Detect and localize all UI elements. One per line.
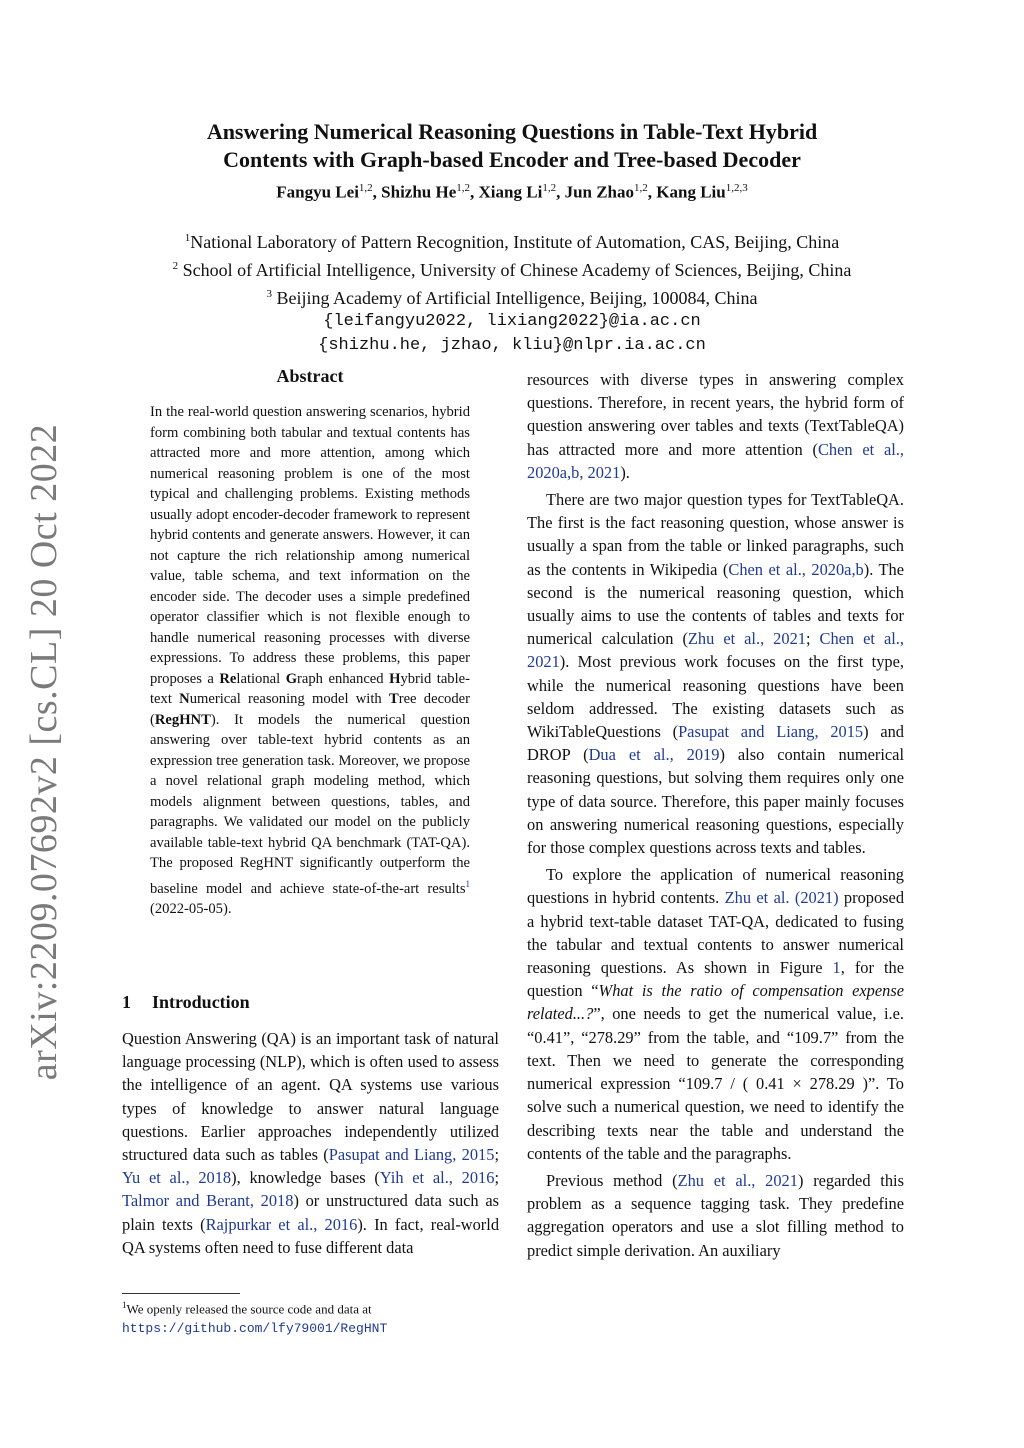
intro-paragraph [122, 1027, 499, 1259]
paragraph [527, 368, 904, 484]
citation-link[interactable]: Chen et al., 2020a,b [728, 559, 864, 579]
affiliation-text: School of Artificial Intelligence, University of Chinese Academy of Sciences, Beijing, China [182, 260, 852, 280]
citation-link[interactable]: Chen et al., 2020a,b, 2021 [527, 439, 904, 482]
footnote-mark: 1 [122, 1300, 127, 1310]
paragraph [527, 1169, 904, 1262]
author-affiliation-mark: 1,2 [456, 182, 471, 194]
body-text: Question Answering (QA) is an important task of natural language processing (NLP), which is often used to assess the intelligence of an agent. QA systems use various types of knowledge to answer natural language questions. Earlier approaches independently utilized structured data such as tables ( [122, 1029, 499, 1165]
author-affiliation-mark: 1,2 [358, 182, 373, 194]
citation-link[interactable]: Zhu et al., 2021 [677, 1170, 798, 1190]
affiliation-text: Beijing Academy of Artificial Intelligence, Beijing, 100084, China [276, 288, 758, 308]
source-code-link[interactable]: https://github.com/lfy79001/RegHNT [122, 1321, 388, 1337]
affiliations-block [100, 226, 924, 358]
arxiv-watermark: arXiv:2209.07692v2 [cs.CL] 20 Oct 2022 [23, 423, 65, 1081]
author-affiliation-mark: 1,2 [542, 182, 557, 194]
title-line-1: Answering Numerical Reasoning Questions in Table-Text Hybrid [206, 119, 818, 144]
body-text: , for the question “ [527, 958, 904, 1001]
footnote-divider [122, 1293, 240, 1294]
abstract-text: ree decoder ( [150, 691, 470, 728]
abstract-text: ybrid table-text [150, 670, 470, 707]
section-number: 1 [122, 992, 131, 1012]
abstract-text: raph enhanced [297, 670, 390, 687]
bold-initial: N [179, 691, 190, 707]
abstract-text: ). It models the numerical question answering over table-text hybrid contents as an expression tree generation task. Moreover, we propose a novel relational graph modeling method, which models alignment between questions, tables, and paragraphs. We validated our model on the publicly available table-text hybrid QA benchmark (TAT-QA). The proposed RegHNT significantly outperform the baseline model and achieve state-of-the-art results [150, 711, 470, 897]
citation-link[interactable]: Yu et al., 2018 [122, 1168, 232, 1188]
email-line: {leifangyu2022, lixiang2022}@ia.ac.cn [323, 312, 701, 331]
citation-link[interactable]: Zhu et al., 2021 [687, 629, 806, 649]
body-text: There are two major question types for TextTableQA. The first is the fact reasoning question, whose answer is usually a span from the table or linked paragraphs, such as the contents in Wikipedia ( [527, 490, 904, 579]
body-text: ) or unstructured data such as plain texts ( [122, 1191, 499, 1234]
body-text: ; [494, 1145, 499, 1165]
body-text: resources with diverse types in answering complex questions. Therefore, in recent years, the hybrid form of question answering over tables and texts (TextTableQA) has attracted more and more attention ( [527, 370, 904, 459]
author-list: Fangyu Lei$^{1,2}$, Shizhu He$^{1,2}$, Xiang Li$^{1,2}$, Jun Zhao$^{1,2}$, Kang Liu$^{1,2,3}$ [276, 182, 748, 202]
author-affiliation-mark: 1,2,3 [725, 182, 748, 194]
body-text: ) also contain numerical reasoning questions, but solving them requires only one type of data source. Therefore, this paper mainly focuses on answering numerical reasoning questions, especially for those complex questions across texts and tables. [527, 745, 905, 858]
affiliation-line [100, 254, 924, 282]
citation-link[interactable]: Rajpurkar et al., 2016 [205, 1214, 358, 1234]
author-name: Shizhu He [381, 182, 457, 202]
affiliation-number: 1 [184, 232, 191, 244]
affiliation-text: National Laboratory of Pattern Recognition, Institute of Automation, CAS, Beijing, China [190, 232, 840, 252]
body-text: ). [620, 462, 630, 482]
section-heading [122, 992, 250, 1013]
citation-link[interactable]: Pasupat and Liang, 2015 [678, 722, 864, 742]
bold-initial: T [388, 691, 399, 707]
footnote-text: We openly released the source code and data at [126, 1301, 372, 1317]
author-affiliation-mark: 1,2 [634, 182, 648, 194]
affiliation-number: 3 [266, 288, 273, 300]
author-name: Jun Zhao [564, 182, 635, 202]
footnote [122, 1296, 502, 1338]
model-name: RegHNT [154, 711, 211, 728]
affiliation-number: 2 [172, 260, 179, 272]
body-text: ; [805, 629, 820, 649]
affiliation-line [100, 282, 924, 310]
paragraph [527, 863, 904, 1165]
paper-title [150, 118, 874, 174]
affiliation-line [100, 226, 924, 254]
body-text: ”, one needs to get the numerical value, i.e. “0.41”, “278.29” from the table, and “109.7” from the text. Then we need to generate the corresponding numerical expression “109.7 / ( 0.41 × 278.29 )”. To solve such a numerical question, we need to identify the describing texts near the table and understand the contents of the table and the paragraphs. [527, 1004, 904, 1163]
title-line-2: Contents with Graph-based Encoder and Tree-based Decoder [223, 147, 801, 172]
body-text: ) regarded this problem as a sequence tagging task. They predefine aggregation operators and use a slot filling method to predict simple derivation. An auxiliary [527, 1170, 904, 1260]
citation-link[interactable]: Yih et al., 2016 [379, 1168, 495, 1188]
bold-initial: H [389, 670, 401, 687]
question-example: What is the ratio of compensation expense related...? [527, 981, 904, 1024]
author-name: Xiang Li [478, 182, 543, 202]
bold-initial: G [285, 670, 298, 687]
body-text: ). In fact, real-world QA systems often need to fuse different data [122, 1214, 500, 1257]
bold-initial: Re [219, 670, 237, 687]
abstract-text: umerical reasoning model with [189, 691, 389, 707]
abstract-body [150, 402, 470, 919]
citation-link[interactable]: Chen et al., 2021 [527, 629, 904, 672]
author-name: Kang Liu [656, 182, 726, 202]
body-text: ) and DROP ( [527, 722, 904, 765]
citation-link[interactable]: Talmor and Berant, 2018 [122, 1191, 294, 1211]
body-text: proposed a hybrid text-table dataset TAT-QA, dedicated to fusing the tabular and textual contents to answer numerical reasoning questions. As shown in Figure [527, 888, 905, 978]
citation-link[interactable]: Zhu et al. (2021) [724, 888, 839, 908]
body-text: ). Most previous work focuses on the first type, while the numerical reasoning questions have been seldom addressed. The existing datasets such as WikiTableQuestions ( [527, 652, 904, 742]
body-text: ), knowledge bases ( [231, 1168, 380, 1188]
abstract-heading: Abstract [276, 366, 344, 386]
author-name: Fangyu Lei [276, 182, 359, 202]
right-column [527, 368, 904, 1266]
body-text: ). The second is the numerical reasoning question, which usually aims to use the contents of tables and texts for numerical calculation ( [527, 559, 905, 649]
body-text: To explore the application of numerical reasoning questions in hybrid contents. [527, 865, 904, 908]
footnote-link[interactable]: 1 [465, 878, 470, 889]
body-text: ; [494, 1168, 499, 1188]
figure-link[interactable]: 1 [832, 958, 841, 978]
abstract-text: (2022-05-05). [150, 900, 232, 917]
email-line: {shizhu.he, jzhao, kliu}@nlpr.ia.ac.cn [318, 336, 706, 355]
citation-link[interactable]: Pasupat and Liang, 2015 [328, 1145, 495, 1165]
body-text: Previous method ( [546, 1170, 678, 1190]
paragraph [527, 488, 904, 859]
abstract-text: In the real-world question answering scenarios, hybrid form combining both tabular and textual contents has attracted more and more attention, among which numerical reasoning problem is one of the most typical and challenging problems. Existing methods usually adopt encoder-decoder framework to represent hybrid contents and generate answers. However, it can not capture the rich relationship among numerical value, table schema, and text information on the encoder side. The decoder uses a simple predefined operator classifier which is not flexible enough to handle numerical reasoning processes with diverse expressions. To address these problems, this paper proposes a [150, 404, 470, 687]
citation-link[interactable]: Dua et al., 2019 [588, 745, 720, 765]
section-title: Introduction [152, 992, 250, 1012]
abstract-text: lational [236, 670, 286, 687]
